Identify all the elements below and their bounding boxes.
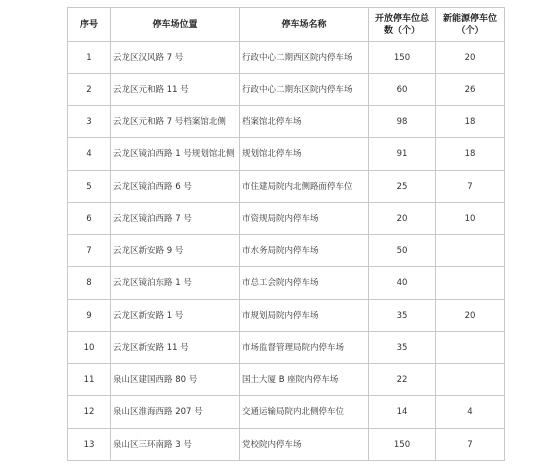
table-row	[68, 364, 505, 396]
cell-location: 云龙区镜泊西路 1 号规划馆北侧	[111, 138, 240, 171]
table-row	[68, 138, 505, 171]
cell-location: 云龙区新安路 9 号	[111, 235, 240, 267]
cell-name: 市住建局院内北侧路面停车位	[240, 171, 369, 203]
header-total: 开放停车位总数（个）	[369, 8, 436, 42]
cell-new-energy: 7	[436, 171, 505, 203]
cell-name: 行政中心二期东区院内停车场	[240, 74, 369, 106]
cell-new-energy	[436, 332, 505, 364]
cell-name: 行政中心二期西区院内停车场	[240, 42, 369, 74]
cell-location: 泉山区淮海西路 207 号	[111, 396, 240, 429]
cell-name: 市资规局院内停车场	[240, 203, 369, 235]
cell-total: 150	[369, 429, 436, 461]
cell-name: 交通运输局院内北侧停车位	[240, 396, 369, 429]
cell-index: 11	[68, 364, 111, 396]
cell-new-energy	[436, 235, 505, 267]
cell-index: 3	[68, 106, 111, 138]
cell-new-energy	[436, 364, 505, 396]
cell-new-energy: 7	[436, 429, 505, 461]
cell-total: 20	[369, 203, 436, 235]
parking-table	[67, 7, 505, 461]
cell-location: 云龙区元和路 7 号档案馆北侧	[111, 106, 240, 138]
cell-name: 市总工会院内停车场	[240, 267, 369, 300]
cell-location: 泉山区三环南路 3 号	[111, 429, 240, 461]
header-index: 序号	[68, 8, 111, 42]
table-row	[68, 42, 505, 74]
cell-location: 云龙区元和路 11 号	[111, 74, 240, 106]
header-name: 停车场名称	[240, 8, 369, 42]
table-row	[68, 332, 505, 364]
cell-index: 1	[68, 42, 111, 74]
cell-location: 云龙区新安路 1 号	[111, 300, 240, 332]
cell-new-energy: 20	[436, 300, 505, 332]
cell-index: 8	[68, 267, 111, 300]
cell-location: 云龙区镜泊西路 6 号	[111, 171, 240, 203]
header-new-energy: 新能源停车位（个）	[436, 8, 505, 42]
cell-total: 50	[369, 235, 436, 267]
cell-index: 2	[68, 74, 111, 106]
table-row	[68, 300, 505, 332]
table-row	[68, 171, 505, 203]
table-row	[68, 235, 505, 267]
cell-index: 6	[68, 203, 111, 235]
cell-new-energy: 26	[436, 74, 505, 106]
cell-total: 25	[369, 171, 436, 203]
cell-new-energy: 18	[436, 138, 505, 171]
cell-index: 9	[68, 300, 111, 332]
cell-index: 5	[68, 171, 111, 203]
cell-name: 党校院内停车场	[240, 429, 369, 461]
cell-location: 云龙区新安路 11 号	[111, 332, 240, 364]
cell-location: 泉山区建国西路 80 号	[111, 364, 240, 396]
cell-total: 40	[369, 267, 436, 300]
cell-location: 云龙区汉风路 7 号	[111, 42, 240, 74]
cell-index: 4	[68, 138, 111, 171]
cell-name: 市场监督管理局院内停车场	[240, 332, 369, 364]
cell-index: 13	[68, 429, 111, 461]
cell-name: 国土大厦 B 座院内停车场	[240, 364, 369, 396]
table-row	[68, 74, 505, 106]
cell-total: 22	[369, 364, 436, 396]
table-row	[68, 203, 505, 235]
cell-index: 12	[68, 396, 111, 429]
cell-name: 市规划局院内停车场	[240, 300, 369, 332]
cell-total: 91	[369, 138, 436, 171]
cell-index: 7	[68, 235, 111, 267]
cell-location: 云龙区镜泊西路 7 号	[111, 203, 240, 235]
cell-index: 10	[68, 332, 111, 364]
cell-total: 98	[369, 106, 436, 138]
table-row	[68, 267, 505, 300]
cell-total: 150	[369, 42, 436, 74]
cell-total: 60	[369, 74, 436, 106]
cell-name: 市水务局院内停车场	[240, 235, 369, 267]
header-location: 停车场位置	[111, 8, 240, 42]
cell-name: 档案馆北停车场	[240, 106, 369, 138]
cell-new-energy: 20	[436, 42, 505, 74]
cell-location: 云龙区镜泊东路 1 号	[111, 267, 240, 300]
cell-total: 35	[369, 300, 436, 332]
table-row	[68, 106, 505, 138]
cell-total: 35	[369, 332, 436, 364]
cell-name: 规划馆北停车场	[240, 138, 369, 171]
cell-new-energy	[436, 267, 505, 300]
table-row	[68, 429, 505, 461]
cell-new-energy: 10	[436, 203, 505, 235]
cell-total: 14	[369, 396, 436, 429]
cell-new-energy: 4	[436, 396, 505, 429]
table-row	[68, 396, 505, 429]
header-row	[68, 8, 505, 42]
cell-new-energy: 18	[436, 106, 505, 138]
